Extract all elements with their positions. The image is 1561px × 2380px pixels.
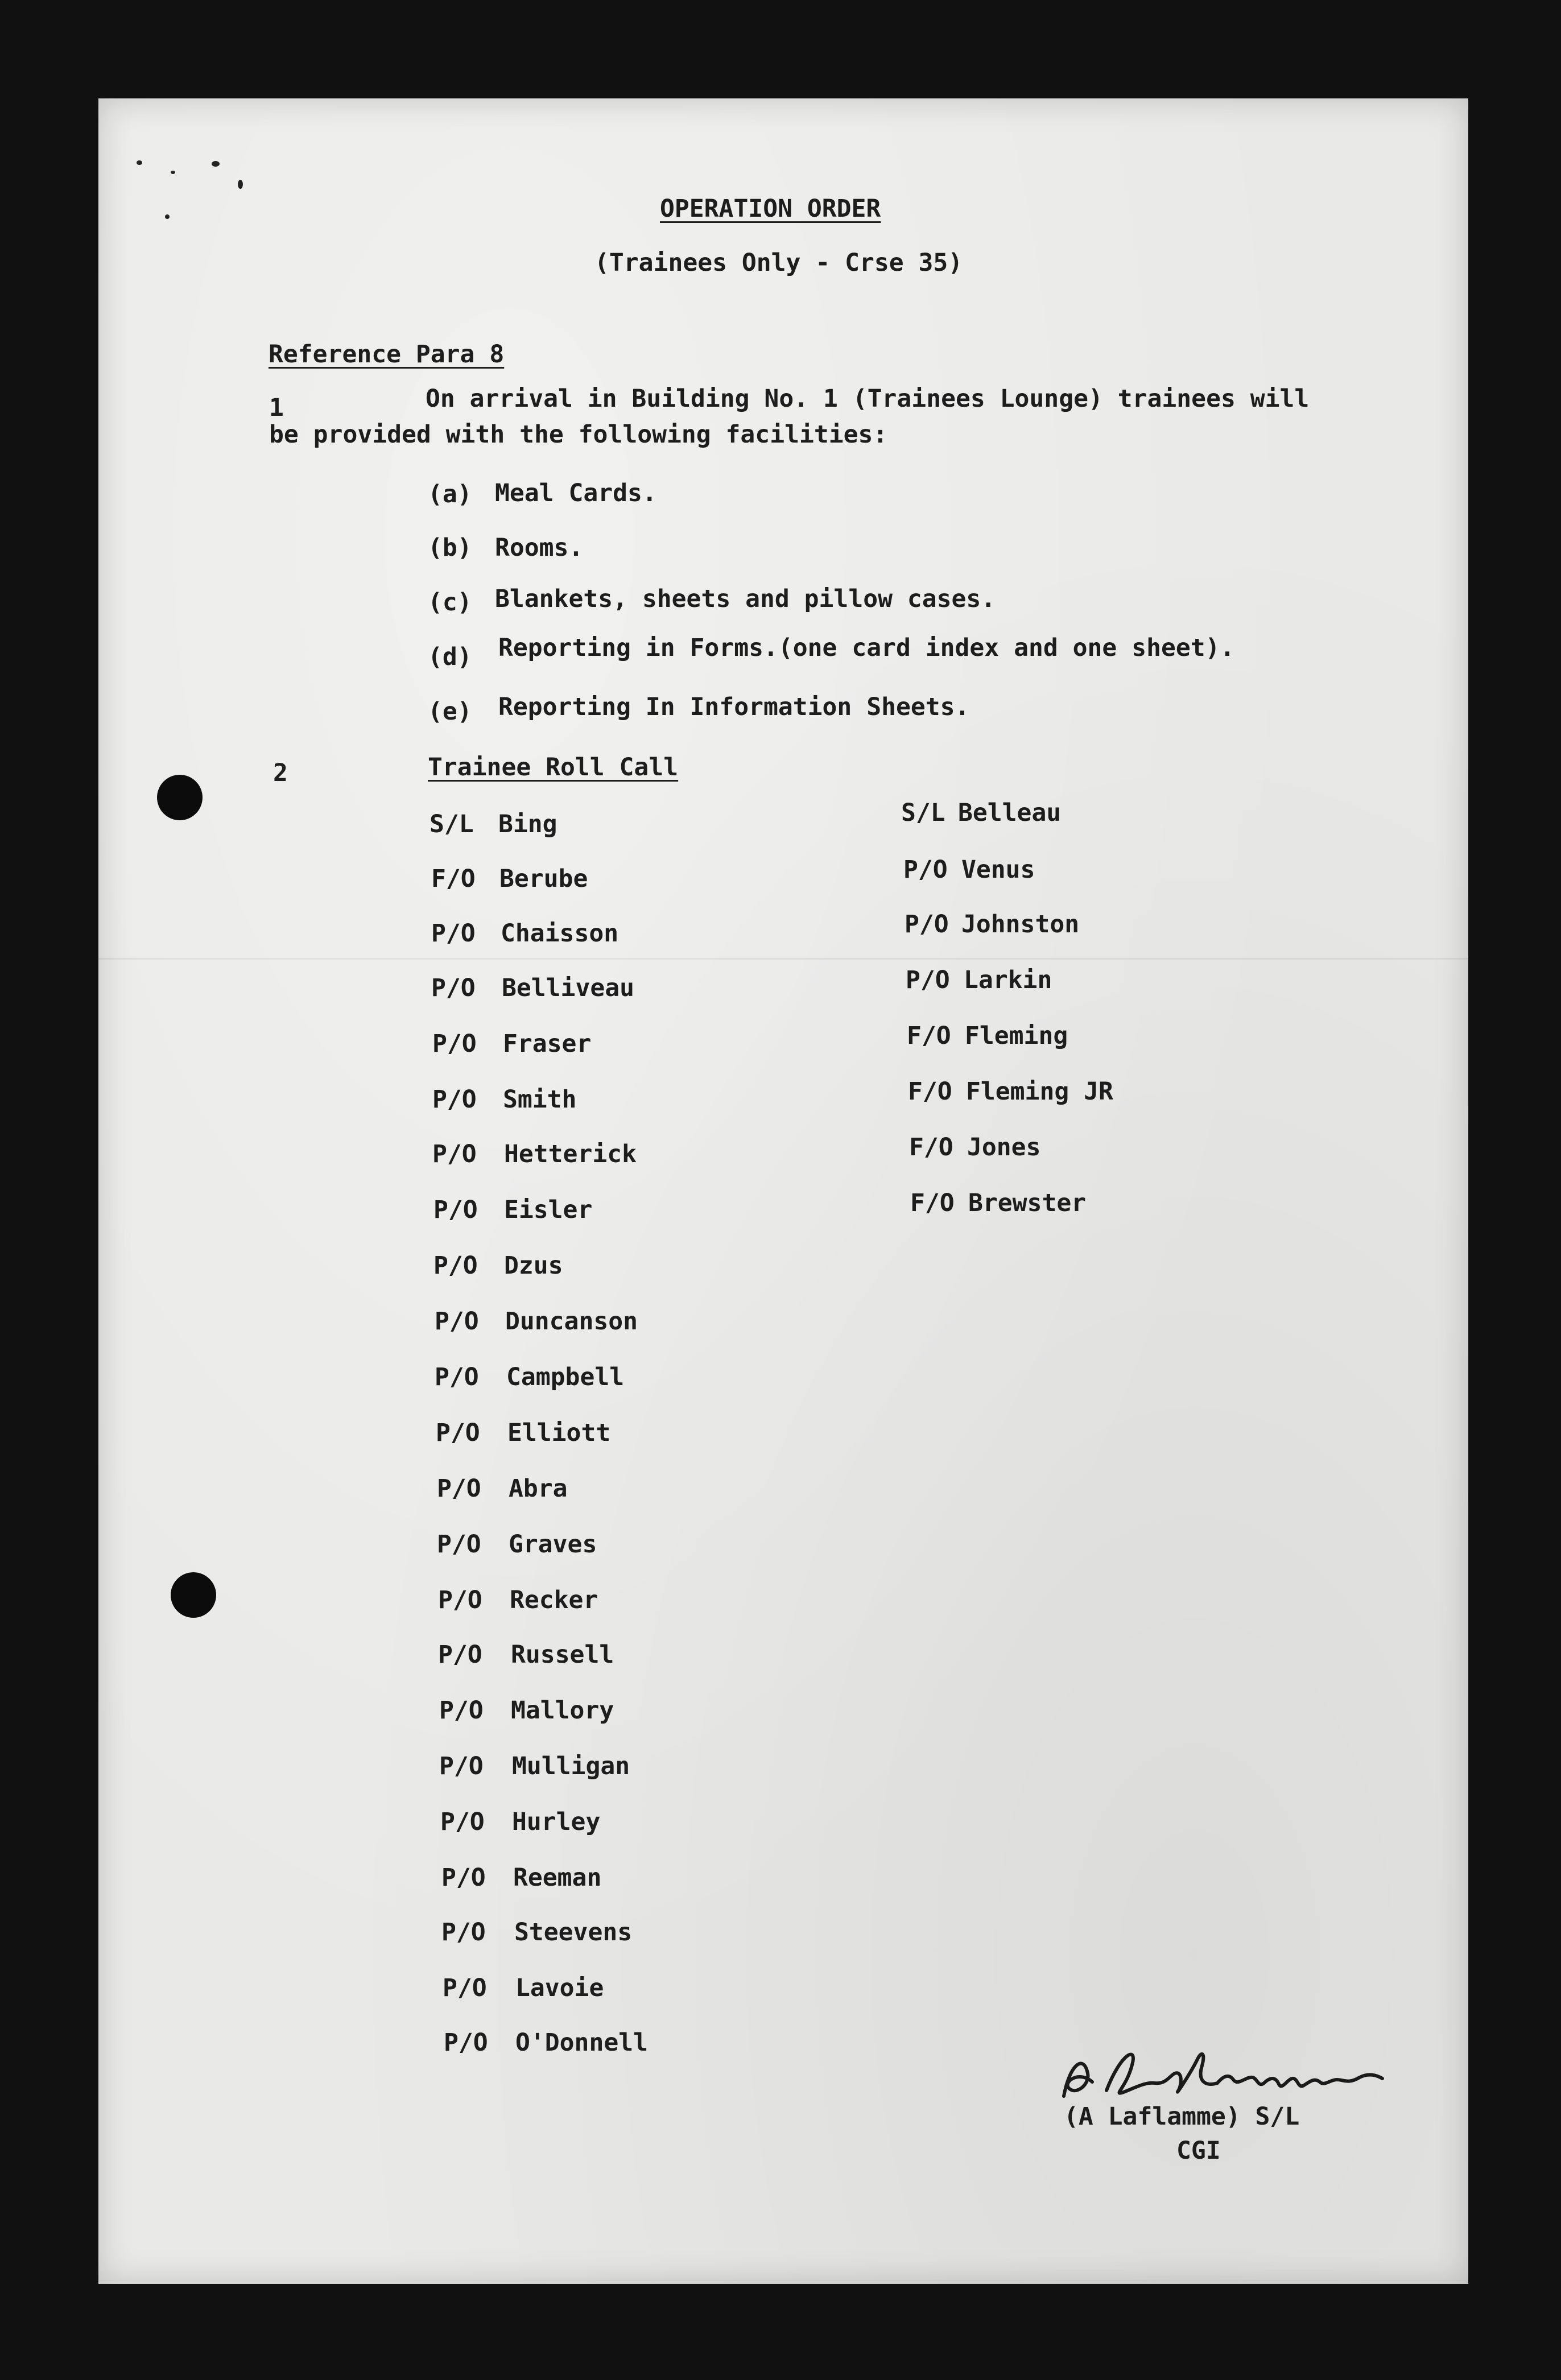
trainee-name: Chaisson (501, 919, 619, 948)
rank: P/O (433, 1196, 478, 1224)
trainee-name: Bing (498, 810, 558, 838)
rank: P/O (438, 1641, 482, 1669)
item-label: (a) (428, 480, 472, 509)
rank: P/O (439, 1696, 484, 1725)
trainee-name: Mulligan (512, 1752, 630, 1780)
rank: F/O (910, 1189, 955, 1217)
trainee-name: Lavoie (515, 1974, 604, 2002)
item-text: Rooms. (495, 534, 584, 562)
trainee-name: Larkin (964, 966, 1052, 994)
trainee-name: Venus (961, 856, 1035, 884)
punch-hole-top (157, 775, 203, 820)
rank: P/O (440, 1808, 485, 1836)
rank: F/O (909, 1133, 953, 1162)
rank: P/O (903, 856, 948, 884)
trainee-name: Duncanson (505, 1307, 638, 1336)
rank: P/O (435, 1307, 479, 1336)
trainee-name: Jones (967, 1133, 1041, 1162)
signatory-name: (A Laflamme) S/L (1064, 2102, 1300, 2131)
para2-number: 2 (273, 759, 288, 787)
reference-heading: Reference Para 8 (269, 340, 505, 369)
rank: P/O (441, 1918, 486, 1947)
speck (137, 160, 142, 165)
rank: P/O (438, 1586, 482, 1614)
rank: F/O (908, 1077, 952, 1106)
trainee-name: Belleau (958, 799, 1062, 827)
trainee-name: Berube (499, 865, 588, 893)
trainee-name: Elliott (507, 1419, 611, 1447)
trainee-name: Eisler (504, 1196, 593, 1224)
para1-line1: On arrival in Building No. 1 (Trainees Lounge) trainees will (426, 385, 1310, 413)
trainee-name: Reeman (513, 1863, 602, 1892)
trainee-name: Fleming JR (966, 1077, 1113, 1106)
trainee-name: Fleming (965, 1022, 1068, 1050)
speck (165, 214, 170, 219)
trainee-name: Belliveau (502, 974, 634, 1002)
rank: P/O (435, 1363, 479, 1391)
rank: P/O (441, 1863, 486, 1892)
rank: P/O (432, 1030, 477, 1058)
item-text: Meal Cards. (495, 479, 657, 507)
trainee-name: O'Donnell (515, 2028, 648, 2057)
rank: P/O (437, 1474, 481, 1503)
signatory-title: CGI (1176, 2137, 1221, 2165)
rank: P/O (431, 974, 476, 1002)
paper-fold (98, 958, 1468, 960)
trainee-name: Campbell (506, 1363, 625, 1391)
rank: P/O (437, 1530, 481, 1559)
rank: P/O (432, 1140, 477, 1168)
document-subtitle: (Trainees Only - Crse 35) (594, 249, 963, 277)
item-text: Reporting In Information Sheets. (498, 693, 970, 721)
trainee-name: Russell (511, 1641, 614, 1669)
rank: P/O (906, 966, 950, 994)
trainee-name: Graves (509, 1530, 597, 1559)
trainee-name: Hurley (512, 1808, 601, 1836)
rank: F/O (907, 1022, 951, 1050)
rank: P/O (436, 1419, 480, 1447)
roll-call-heading: Trainee Roll Call (428, 753, 679, 782)
item-label: (b) (428, 534, 472, 562)
item-text: Reporting in Forms.(one card index and one sheet). (498, 634, 1235, 662)
trainee-name: Smith (503, 1085, 577, 1114)
rank: P/O (439, 1752, 484, 1780)
item-text: Blankets, sheets and pillow cases. (495, 585, 996, 613)
item-label: (c) (428, 588, 472, 617)
rank: P/O (443, 1974, 487, 2002)
speck (212, 161, 220, 167)
trainee-name: Dzus (504, 1251, 563, 1280)
speck (238, 180, 243, 189)
document-title: OPERATION ORDER (660, 195, 881, 223)
rank: F/O (431, 865, 476, 893)
trainee-name: Recker (510, 1586, 598, 1614)
trainee-name: Abra (509, 1474, 568, 1503)
rank: P/O (444, 2028, 488, 2057)
punch-hole-bottom (171, 1572, 216, 1618)
trainee-name: Steevens (514, 1918, 633, 1947)
rank: S/L (430, 810, 474, 838)
rank: P/O (433, 1251, 478, 1280)
trainee-name: Brewster (968, 1189, 1087, 1217)
rank: S/L (901, 799, 945, 827)
para1-number: 1 (269, 394, 284, 422)
trainee-name: Fraser (503, 1030, 592, 1058)
item-label: (d) (428, 643, 472, 671)
rank: P/O (431, 919, 476, 948)
trainee-name: Hetterick (504, 1140, 637, 1168)
speck (171, 171, 175, 174)
trainee-name: Johnston (961, 910, 1080, 939)
para1-line2: be provided with the following facilities: (269, 420, 888, 449)
trainee-name: Mallory (511, 1696, 614, 1725)
rank: P/O (432, 1085, 477, 1114)
item-label: (e) (428, 697, 472, 726)
rank: P/O (905, 910, 949, 939)
handwritten-signature (1052, 2042, 1388, 2105)
